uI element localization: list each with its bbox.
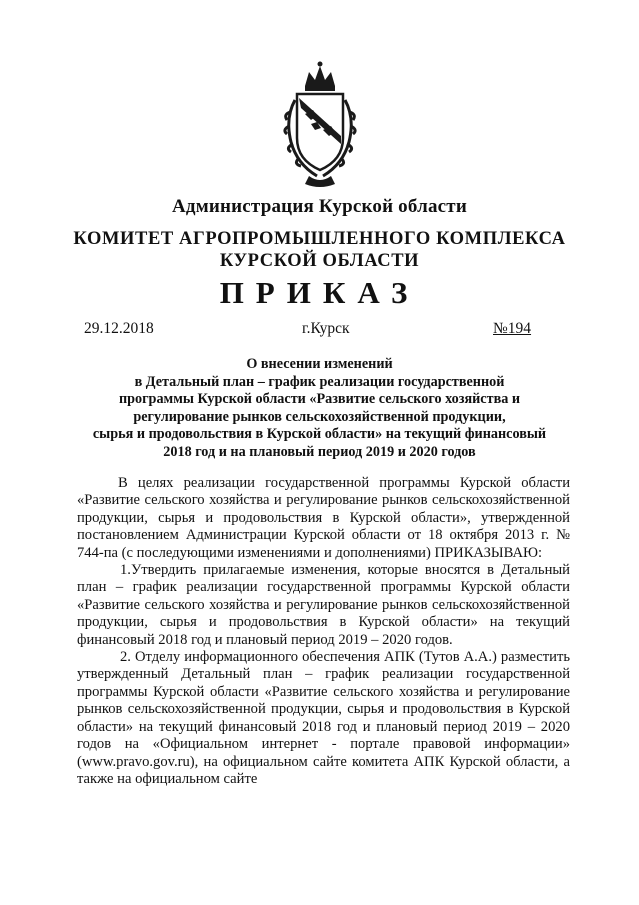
body-paragraph-item-2: 2. Отделу информационного обеспечения АПК (Тутов А.А.) разместить утвержденный Детальный план – график реализации государственной программы Курской области «Развитие сельского хозяйства и регулирование рынков сельскохозяйственной продукции, сырья и продовольствия в Курской области» на текущий финансовый 2018 год и плановый период 2019 – 2020 годов на «Официальном интернет - портале правовой информации» (www.pravo.gov.ru), на официальном сайте комитета АПК Курской области, а также на официальном сайте bbox=[77, 649, 570, 787]
committee-title bbox=[0, 228, 639, 272]
body-paragraph-preamble: В целях реализации государственной программы Курской области «Развитие сельского хозяйства и регулирование рынков сельскохозяйственной продукции, сырья и продовольствия в Курской области», утвержденной постановлением Администрации Курской области от 18 октября 2013 г. № 744-па (с последующими изменениями и дополнениями) ПРИКАЗЫВАЮ: bbox=[77, 475, 570, 561]
coat-of-arms-icon bbox=[283, 60, 357, 190]
order-body bbox=[77, 475, 570, 788]
order-title-line: 2018 год и на плановый период 2019 и 2020 годов bbox=[163, 443, 476, 460]
administration-title: Администрация Курской области bbox=[171, 196, 467, 217]
body-paragraph-item-1: 1.Утвердить прилагаемые изменения, которые вносятся в Детальный план – график реализации государственной программы Курской области «Развитие сельского хозяйства и регулирование рынков сельскохозяйственной продукции, сырья и продовольствия в Курской области» на текущий финансовый 2018 год и плановый период 2019 – 2020 годов. bbox=[77, 562, 570, 648]
document-city: г.Курск bbox=[302, 320, 350, 337]
order-title-line: О внесении изменений bbox=[246, 356, 393, 372]
order-title-line: сырья и продовольствия в Курской области» на текущий финансовый bbox=[92, 426, 547, 443]
order-title-line: программы Курской области «Развитие сельского хозяйства и bbox=[118, 391, 521, 408]
document-type: ПРИКАЗ bbox=[219, 275, 420, 310]
order-title-line: регулирование рынков сельскохозяйственной продукции, bbox=[133, 408, 506, 425]
document-number: №194 bbox=[493, 320, 532, 337]
committee-title-line1: КОМИТЕТ АГРОПРОМЫШЛЕННОГО КОМПЛЕКСА bbox=[73, 229, 566, 249]
document-date: 29.12.2018 bbox=[84, 320, 154, 337]
order-title bbox=[60, 356, 579, 462]
order-title-line: в Детальный план – график реализации государственной bbox=[134, 373, 505, 390]
committee-title-line2: КУРСКОЙ ОБЛАСТИ bbox=[219, 251, 420, 271]
